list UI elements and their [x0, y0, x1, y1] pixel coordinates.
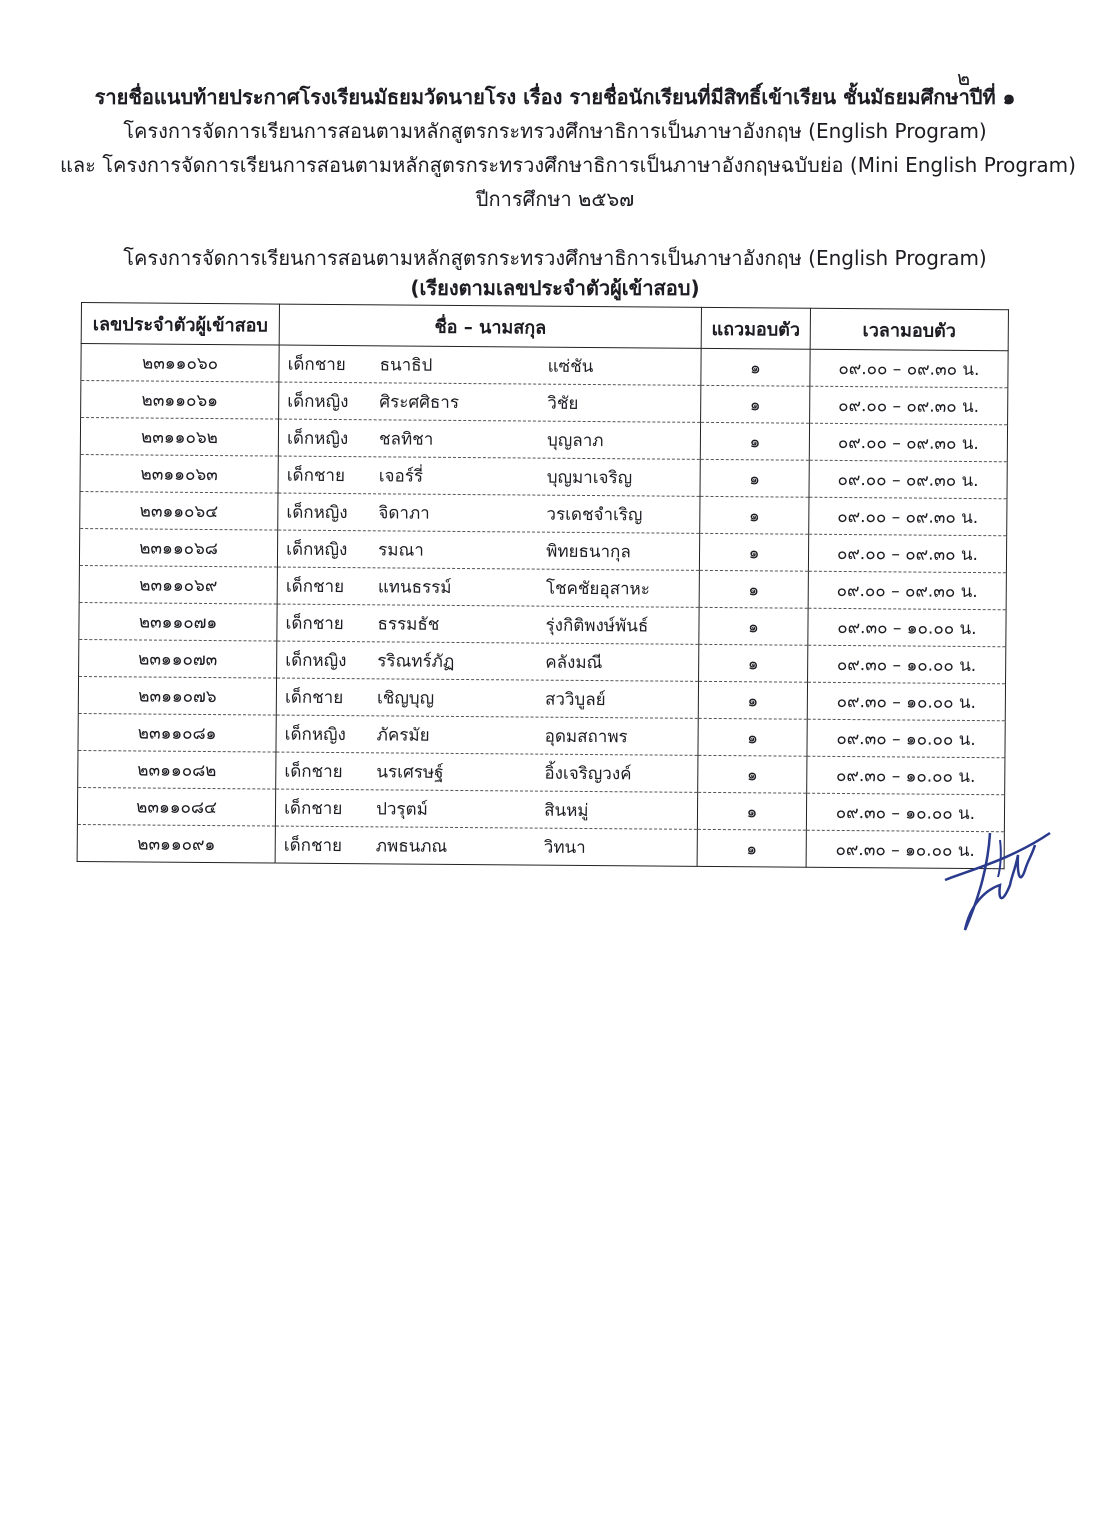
report-time-cell: ๐๙.๓๐ – ๑๐.๐๐ น.	[808, 608, 1006, 647]
last-name: รุ่งกิติพงษ์พันธ์	[545, 615, 649, 636]
heading-line-1: รายชื่อแนบท้ายประกาศโรงเรียนมัธยมวัดนายโรง เรื่อง รายชื่อนักเรียนที่มีสิทธิ์เข้าเรียน ชั้นมัธยมศึกษาปีที่ ๑	[94, 85, 1016, 109]
exam-id-cell: ๒๓๑๑๐๘๔	[77, 787, 275, 826]
report-row-cell: ๑	[700, 422, 809, 460]
exam-id-cell: ๒๓๑๑๐๖๓	[80, 454, 278, 493]
student-roster-table	[77, 302, 1009, 869]
student-name-cell	[276, 678, 698, 718]
signature	[940, 825, 1060, 935]
first-name: ศิระศศิธาร	[379, 391, 460, 413]
last-name: สินหมู่	[544, 800, 589, 821]
last-name: พิทยธนากุล	[546, 541, 631, 562]
name-prefix: เด็กหญิง	[284, 724, 346, 745]
last-name: วิชัย	[547, 393, 579, 414]
report-time-cell: ๐๙.๓๐ – ๑๐.๐๐ น.	[807, 645, 1005, 684]
report-row-cell: ๑	[699, 607, 808, 645]
exam-id-cell: ๒๓๑๑๐๖๙	[79, 565, 277, 604]
last-name: อิ้งเจริญวงค์	[544, 763, 632, 784]
announcement-heading	[60, 80, 1076, 216]
last-name: บุญลาภ	[546, 430, 604, 451]
exam-id-cell: ๒๓๑๑๐๗๑	[79, 602, 277, 641]
table-row	[77, 824, 1004, 868]
exam-id-cell: ๒๓๑๑๐๗๓	[79, 639, 277, 678]
last-name: วิทนา	[543, 837, 586, 858]
name-prefix: เด็กหญิง	[286, 539, 348, 560]
name-prefix: เด็กหญิง	[285, 650, 347, 671]
report-time-cell: ๐๙.๓๐ – ๑๐.๐๐ น.	[807, 682, 1005, 721]
first-name: แทนธรรม์	[377, 576, 452, 598]
name-prefix: เด็กชาย	[284, 798, 343, 819]
last-name: โชคชัยอุสาหะ	[545, 578, 650, 599]
student-name-cell	[275, 789, 697, 829]
heading-line-3: และ โครงการจัดการเรียนการสอนตามหลักสูตรกระทรวงศึกษาธิการเป็นภาษาอังกฤษฉบับย่อ (Mini English Program)	[60, 153, 1076, 177]
report-row-cell: ๑	[697, 792, 806, 830]
section-title	[60, 243, 1050, 303]
name-prefix: เด็กชาย	[287, 354, 346, 375]
first-name: ธนาธิป	[379, 354, 433, 376]
first-name: รริณทร์ภัฏ	[377, 650, 455, 672]
report-row-cell: ๑	[698, 755, 807, 793]
name-prefix: เด็กหญิง	[287, 391, 349, 412]
report-time-cell: ๐๙.๐๐ – ๐๙.๓๐ น.	[808, 534, 1006, 573]
first-name: นรเศรษฐ์	[376, 761, 444, 783]
last-name: สววิบูลย์	[544, 689, 606, 710]
first-name: ภพธนภณ	[375, 835, 448, 857]
report-row-cell: ๑	[701, 385, 810, 423]
exam-id-cell: ๒๓๑๑๐๘๒	[78, 750, 276, 789]
name-prefix: เด็กชาย	[283, 835, 343, 856]
student-name-cell	[275, 826, 697, 866]
name-prefix: เด็กหญิง	[286, 502, 348, 523]
report-row-cell: ๑	[699, 533, 808, 571]
report-time-cell: ๐๙.๐๐ – ๐๙.๓๐ น.	[809, 497, 1007, 536]
first-name: ภัครมัย	[376, 724, 430, 746]
exam-id-cell: ๒๓๑๑๐๖๐	[81, 344, 279, 383]
student-name-cell	[277, 641, 699, 681]
section-title-text: โครงการจัดการเรียนการสอนตามหลักสูตรกระทรวงศึกษาธิการเป็นภาษาอังกฤษ (English Program)	[123, 246, 987, 270]
report-row-cell: ๑	[697, 829, 806, 867]
exam-id-cell: ๒๓๑๑๐๖๒	[80, 418, 278, 457]
report-time-cell: ๐๙.๐๐ – ๐๙.๓๐ น.	[809, 386, 1007, 425]
name-prefix: เด็กชาย	[286, 465, 346, 486]
report-row-cell: ๑	[700, 459, 809, 497]
report-row-cell: ๑	[700, 496, 809, 534]
last-name: บุญมาเจริญ	[546, 467, 633, 488]
student-name-cell	[278, 456, 700, 496]
name-prefix: เด็กชาย	[285, 613, 344, 634]
last-name: แซ่ชัน	[547, 356, 594, 377]
exam-id-cell: ๒๓๑๑๐๖๔	[80, 491, 278, 530]
last-name: อุดมสถาพร	[544, 726, 628, 747]
first-name: รมณา	[378, 539, 424, 561]
student-name-cell	[278, 419, 700, 459]
first-name: จิดาภา	[378, 502, 430, 524]
header-name: ชื่อ – นามสกุล	[279, 304, 701, 348]
name-prefix: เด็กหญิง	[286, 428, 349, 449]
first-name: ปวรุตม์	[376, 798, 428, 820]
exam-id-cell: ๒๓๑๑๐๙๑	[77, 824, 275, 863]
header-report-row: แถวมอบตัว	[701, 307, 810, 349]
name-prefix: เด็กชาย	[285, 576, 345, 597]
report-row-cell: ๑	[699, 644, 808, 682]
exam-id-cell: ๒๓๑๑๐๗๖	[78, 676, 276, 715]
heading-line-4: ปีการศึกษา ๒๕๖๗	[475, 187, 635, 211]
exam-id-cell: ๒๓๑๑๐๖๘	[79, 528, 277, 567]
page-number: ๒	[957, 66, 971, 90]
exam-id-cell: ๒๓๑๑๐๖๑	[81, 381, 279, 420]
report-row-cell: ๑	[698, 718, 807, 756]
exam-id-cell: ๒๓๑๑๐๘๑	[78, 713, 276, 752]
last-name: คลังมณี	[545, 652, 603, 673]
heading-line-2: โครงการจัดการเรียนการสอนตามหลักสูตรกระทรวงศึกษาธิการเป็นภาษาอังกฤษ (English Program)	[123, 119, 987, 143]
first-name: เจอร์รี่	[378, 465, 424, 487]
header-report-time: เวลามอบตัว	[810, 308, 1008, 351]
last-name: วรเดชจำเริญ	[546, 504, 643, 525]
first-name: ชลทิชา	[378, 428, 434, 450]
student-name-cell	[277, 604, 699, 644]
report-time-cell: ๐๙.๓๐ – ๑๐.๐๐ น.	[806, 830, 1004, 869]
student-name-cell	[278, 493, 700, 533]
report-time-cell: ๐๙.๐๐ – ๐๙.๓๐ น.	[808, 571, 1006, 610]
report-row-cell: ๑	[698, 681, 807, 719]
report-row-cell: ๑	[701, 348, 810, 386]
name-prefix: เด็กชาย	[284, 761, 343, 782]
report-time-cell: ๐๙.๐๐ – ๐๙.๓๐ น.	[809, 460, 1007, 499]
section-subtitle: (เรียงตามเลขประจำตัวผู้เข้าสอบ)	[410, 276, 700, 300]
signature-stroke	[945, 833, 1050, 880]
student-name-cell	[276, 752, 698, 792]
student-name-cell	[276, 715, 698, 755]
name-prefix: เด็กชาย	[284, 687, 344, 708]
student-name-cell	[279, 382, 701, 422]
student-name-cell	[277, 567, 699, 607]
table-header-row	[81, 303, 1008, 351]
report-time-cell: ๐๙.๓๐ – ๑๐.๐๐ น.	[807, 756, 1005, 795]
student-name-cell	[278, 530, 700, 570]
report-time-cell: ๐๙.๐๐ – ๐๙.๓๐ น.	[810, 349, 1008, 388]
report-time-cell: ๐๙.๓๐ – ๑๐.๐๐ น.	[806, 793, 1004, 832]
header-exam-id: เลขประจำตัวผู้เข้าสอบ	[81, 303, 279, 346]
student-name-cell	[279, 345, 701, 385]
first-name: เชิญบุญ	[376, 687, 435, 709]
report-time-cell: ๐๙.๐๐ – ๐๙.๓๐ น.	[809, 423, 1007, 462]
report-row-cell: ๑	[699, 570, 808, 608]
first-name: ธรรมธัช	[377, 613, 440, 635]
report-time-cell: ๐๙.๓๐ – ๑๐.๐๐ น.	[807, 719, 1005, 758]
